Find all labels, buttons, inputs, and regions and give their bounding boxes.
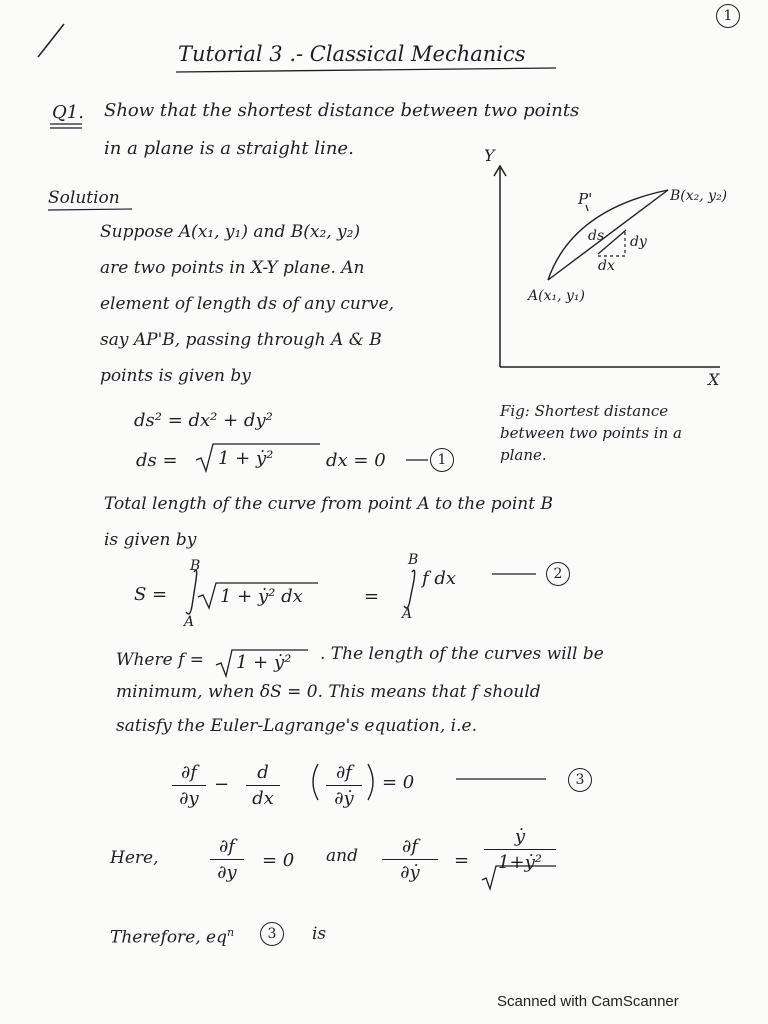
corner-slash: [38, 24, 64, 57]
figure-point-a: A(x₁, y₁): [528, 288, 585, 304]
solution-para-line-1: Suppose A(x₁, y₁) and B(x₂, y₂): [100, 222, 361, 242]
where-root: 1 + ẏ²: [236, 652, 292, 673]
solution-para-line-5: points is given by: [100, 366, 251, 386]
here-equals-zero: = 0: [262, 850, 295, 871]
equation-ds-root: 1 + ẏ²: [218, 448, 274, 469]
equation-s-root: 1 + ẏ² dx: [220, 586, 303, 607]
question-line-1: Show that the shortest distance between two points: [104, 100, 580, 121]
here-equals: =: [454, 850, 470, 871]
where-line-2: minimum, when δS = 0. This means that f should: [116, 682, 541, 702]
equation-number-3: 3: [568, 768, 592, 792]
question-label: Q1.: [52, 102, 84, 123]
figure-dy-label: dy: [630, 234, 647, 250]
equation-number-2: 2: [546, 562, 570, 586]
equation-ds-squared: ds² = dx² + dy²: [134, 410, 273, 431]
el-frac-1: ∂f ∂y: [172, 762, 206, 809]
here-and: and: [326, 846, 358, 866]
here-frac-1: ∂f ∂y: [210, 836, 244, 883]
integral-1: [186, 570, 197, 614]
camscanner-watermark: Scanned with CamScanner: [497, 993, 679, 1010]
page-title: Tutorial 3 .- Classical Mechanics: [178, 42, 526, 66]
figure-point-b: B(x₂, y₂): [670, 188, 728, 204]
integral-2-lower: A: [402, 606, 413, 622]
page-number-badge: [716, 4, 740, 28]
therefore-is: is: [312, 924, 327, 944]
therefore-equation-number: 3: [260, 922, 284, 946]
solution-para-line-3: element of length ds of any curve,: [100, 294, 395, 314]
figure-caption-line-3: plane.: [500, 446, 547, 464]
title-underline: [176, 68, 556, 72]
solution-underline: [48, 209, 132, 210]
question-line-2: in a plane is a straight line.: [104, 138, 354, 159]
figure-x-axis-label: X: [708, 370, 720, 389]
el-minus: −: [214, 774, 230, 795]
el-frac-2: d dx: [246, 762, 280, 809]
solution-label: Solution: [48, 188, 120, 208]
integral-2-upper: B: [408, 552, 419, 568]
figure-y-axis-label: Y: [484, 146, 495, 165]
integral-1-lower: A: [184, 614, 195, 630]
solution-para-line-2: are two points in X-Y plane. An: [100, 258, 365, 278]
where-line-1-b: . The length of the curves will be: [320, 644, 604, 664]
here-frac-3: ẏ 1+ẏ²: [484, 826, 556, 873]
where-line-3: satisfy the Euler-Lagrange's equation, i.e.: [116, 716, 477, 736]
where-line-1-a: Where f =: [116, 650, 205, 670]
solution-para-line-4: say AP'B, passing through A & B: [100, 330, 382, 350]
page-number: 1: [723, 8, 733, 24]
total-length-line-2: is given by: [104, 530, 197, 550]
figure-caption-line-2: between two points in a: [500, 424, 682, 442]
total-length-line-1: Total length of the curve from point A to the point B: [104, 494, 553, 514]
therefore-text: Therefore, $eq^n$: [110, 926, 235, 948]
figure-caption-line-1: Fig: Shortest distance: [500, 402, 669, 420]
here-label: Here,: [110, 848, 159, 868]
equation-s-left: S =: [134, 584, 168, 605]
equation-ds-right: dx = 0: [326, 450, 386, 471]
el-equals-zero: = 0: [382, 772, 415, 793]
here-frac-2: ∂f ∂ẏ: [382, 836, 438, 883]
figure-dx-label: dx: [598, 258, 615, 274]
figure-ds-label: ds: [588, 228, 605, 244]
integral-2: [404, 570, 415, 608]
el-frac-3: ∂f ∂ẏ: [326, 762, 362, 809]
equation-ds-left: ds =: [136, 450, 178, 471]
equation-number-1: 1: [430, 448, 454, 472]
equation-s-right: f dx: [422, 568, 457, 589]
equation-s-mid: =: [364, 586, 380, 607]
integral-1-upper: B: [190, 558, 201, 574]
figure-point-p: P': [578, 190, 593, 208]
